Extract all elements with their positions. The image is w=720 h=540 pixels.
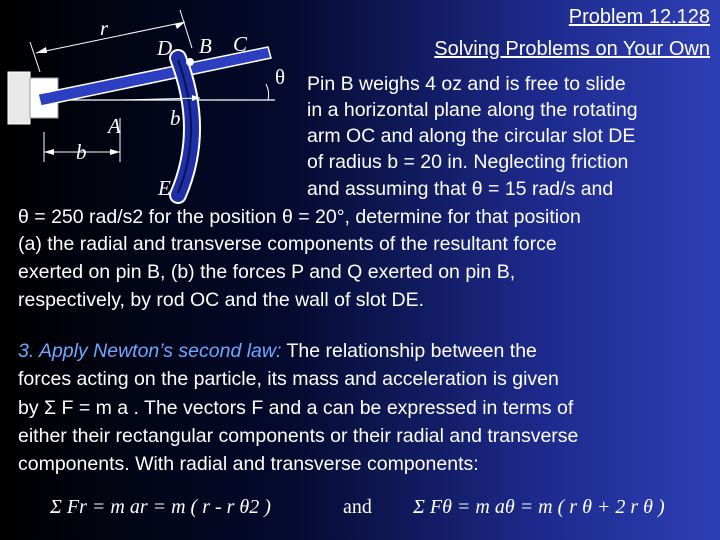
label-b-dimension: b (76, 140, 87, 164)
and-text: and (343, 496, 372, 518)
problem-line-6: θ = 250 rad/s2 for the position θ = 20°, determine for that position (18, 206, 581, 228)
b-arrow-left (44, 149, 54, 155)
r-arrow-left (36, 47, 47, 53)
r-arrow-right (175, 22, 185, 29)
step-line-5: components. With radial and transverse components: (18, 453, 479, 475)
radial-equation: Σ Fr = m ar = m ( r - r θ2 ) (50, 496, 271, 518)
mechanism-figure (0, 0, 300, 215)
r-extension-left (30, 42, 40, 72)
label-a: A (108, 114, 121, 138)
step-line-1-rest: The relationship between the (281, 340, 537, 362)
label-e: E (158, 176, 171, 200)
problem-line-5: and assuming that θ = 15 rad/s and (307, 178, 614, 200)
problem-line-7: (a) the radial and transverse components of the resultant force (18, 233, 557, 255)
problem-line-3: arm OC and along the circular slot DE (307, 125, 636, 147)
label-theta: θ (275, 65, 286, 89)
step-line-4: either their rectangular components or their radial and transverse (18, 425, 579, 447)
b-arrow-right (110, 149, 120, 155)
r-extension-right (180, 10, 192, 48)
problem-line-2: in a horizontal plane along the rotating (307, 99, 638, 121)
section-title: Solving Problems on Your Own (434, 38, 710, 60)
label-o: O (40, 74, 56, 98)
label-c: C (233, 32, 248, 56)
label-b: B (199, 34, 212, 58)
problem-line-1: Pin B weighs 4 oz and is free to slide (307, 73, 626, 95)
label-d: D (157, 36, 173, 60)
transverse-equation: Σ Fθ = m aθ = m ( r θ + 2 r θ ) (413, 496, 665, 518)
problem-line-8: exerted on pin B, (b) the forces P and Q exerted on pin B, (18, 261, 516, 283)
label-b-radius: b (170, 106, 181, 130)
step-heading: 3. Apply Newton’s second law: (18, 340, 282, 362)
step-line-1 (18, 339, 537, 363)
step-line-2: forces acting on the particle, its mass and acceleration is given (18, 368, 559, 390)
pin-b (186, 58, 194, 66)
theta-arc (266, 84, 269, 100)
problem-number: Problem 12.128 (568, 6, 710, 28)
label-r: r (100, 16, 109, 40)
step-line-3: by Σ F = m a . The vectors F and a can be expressed in terms of (18, 397, 574, 419)
problem-line-9: respectively, by rod OC and the wall of slot DE. (18, 289, 425, 311)
problem-line-4: of radius b = 20 in. Neglecting friction (307, 151, 629, 173)
wall-support (8, 72, 30, 124)
